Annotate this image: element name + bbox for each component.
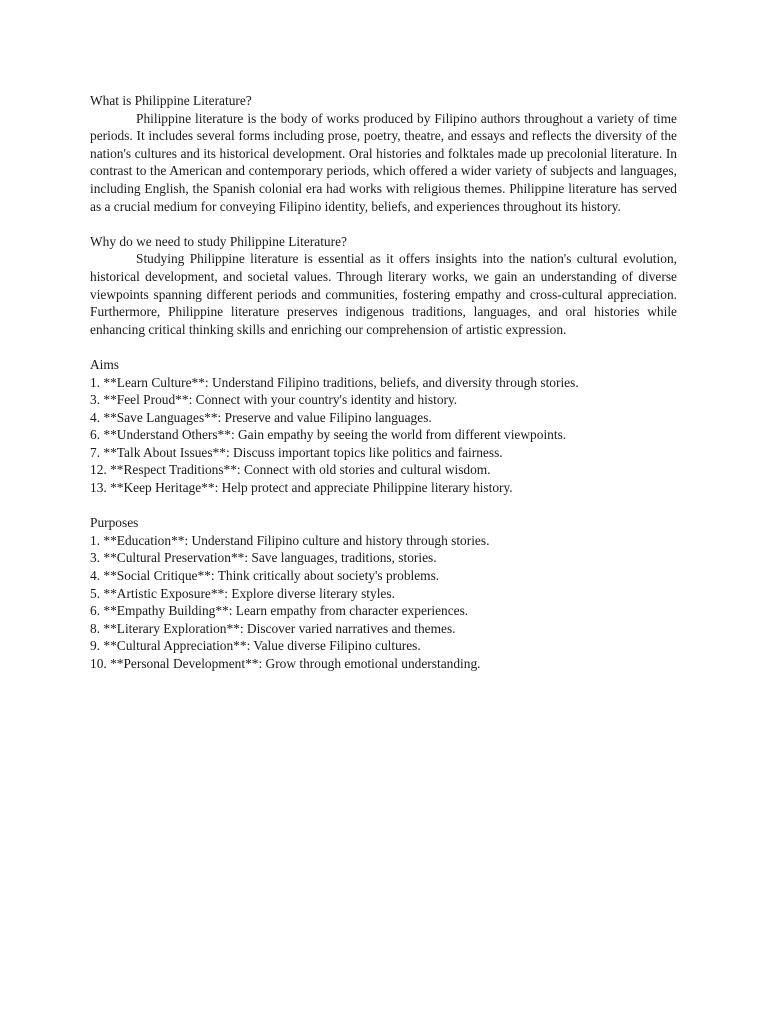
aims-list-item: 1. **Learn Culture**: Understand Filipino traditions, beliefs, and diversity through stories.: [90, 374, 579, 390]
document-page: [90, 92, 677, 673]
spacer: [90, 215, 677, 233]
aims-list-item: 4. **Save Languages**: Preserve and value Filipino languages.: [90, 409, 432, 425]
spacer: [90, 497, 677, 515]
purposes-list-item: 9. **Cultural Appreciation**: Value diverse Filipino cultures.: [90, 638, 421, 654]
aims-list-item: 13. **Keep Heritage**: Help protect and appreciate Philippine literary history.: [90, 480, 513, 496]
aims-heading: Aims: [90, 356, 120, 372]
aims-list-item: 6. **Understand Others**: Gain empathy by seeing the world from different viewpoints.: [90, 427, 567, 443]
spacer: [90, 338, 677, 356]
aims-list-item: 3. **Feel Proud**: Connect with your country's identity and history.: [90, 392, 458, 408]
section-body-what-is: Philippine literature is the body of works produced by Filipino authors throughout a variety of time periods. It includes several forms including prose, poetry, theatre, and essays and reflects the diversity of the nation's cultures and its historical development. Oral histories and folktales made up precolonial literature. In contrast to the American and contemporary periods, which offered a wider variety of subjects and languages, including English, the Spanish colonial era had works with religious themes. Philippine literature has served as a crucial medium for conveying Filipino identity, beliefs, and experiences throughout its history.: [90, 110, 677, 214]
purposes-list-item: 8. **Literary Exploration**: Discover varied narratives and themes.: [90, 620, 456, 636]
purposes-list-item: 4. **Social Critique**: Think critically about society's problems.: [90, 568, 440, 584]
section-body-why-study: Studying Philippine literature is essential as it offers insights into the nation's cultural evolution, historical development, and societal values. Through literary works, we gain an understanding of diverse viewpoints spanning different periods and communities, fostering empathy and cross-cultural appreciation. Furthermore, Philippine literature preserves indigenous traditions, languages, and oral histories while enhancing critical thinking skills and enriching our comprehension of artistic expression.: [90, 251, 677, 337]
aims-list-item: 12. **Respect Traditions**: Connect with old stories and cultural wisdom.: [90, 462, 491, 478]
aims-list-item: 7. **Talk About Issues**: Discuss important topics like politics and fairness.: [90, 444, 503, 460]
purposes-list-item: 1. **Education**: Understand Filipino culture and history through stories.: [90, 532, 490, 548]
aims-list: [90, 374, 677, 497]
purposes-list-item: 6. **Empathy Building**: Learn empathy from character experiences.: [90, 603, 469, 619]
purposes-list: [90, 532, 677, 673]
section-heading-what-is: What is Philippine Literature?: [90, 93, 252, 108]
purposes-list-item: 5. **Artistic Exposure**: Explore diverse literary styles.: [90, 585, 395, 601]
purposes-list-item: 3. **Cultural Preservation**: Save languages, traditions, stories.: [90, 550, 437, 566]
purposes-heading: Purposes: [90, 515, 139, 531]
section-heading-why-study: Why do we need to study Philippine Literature?: [90, 233, 347, 249]
purposes-list-item: 10. **Personal Development**: Grow through emotional understanding.: [90, 656, 481, 671]
